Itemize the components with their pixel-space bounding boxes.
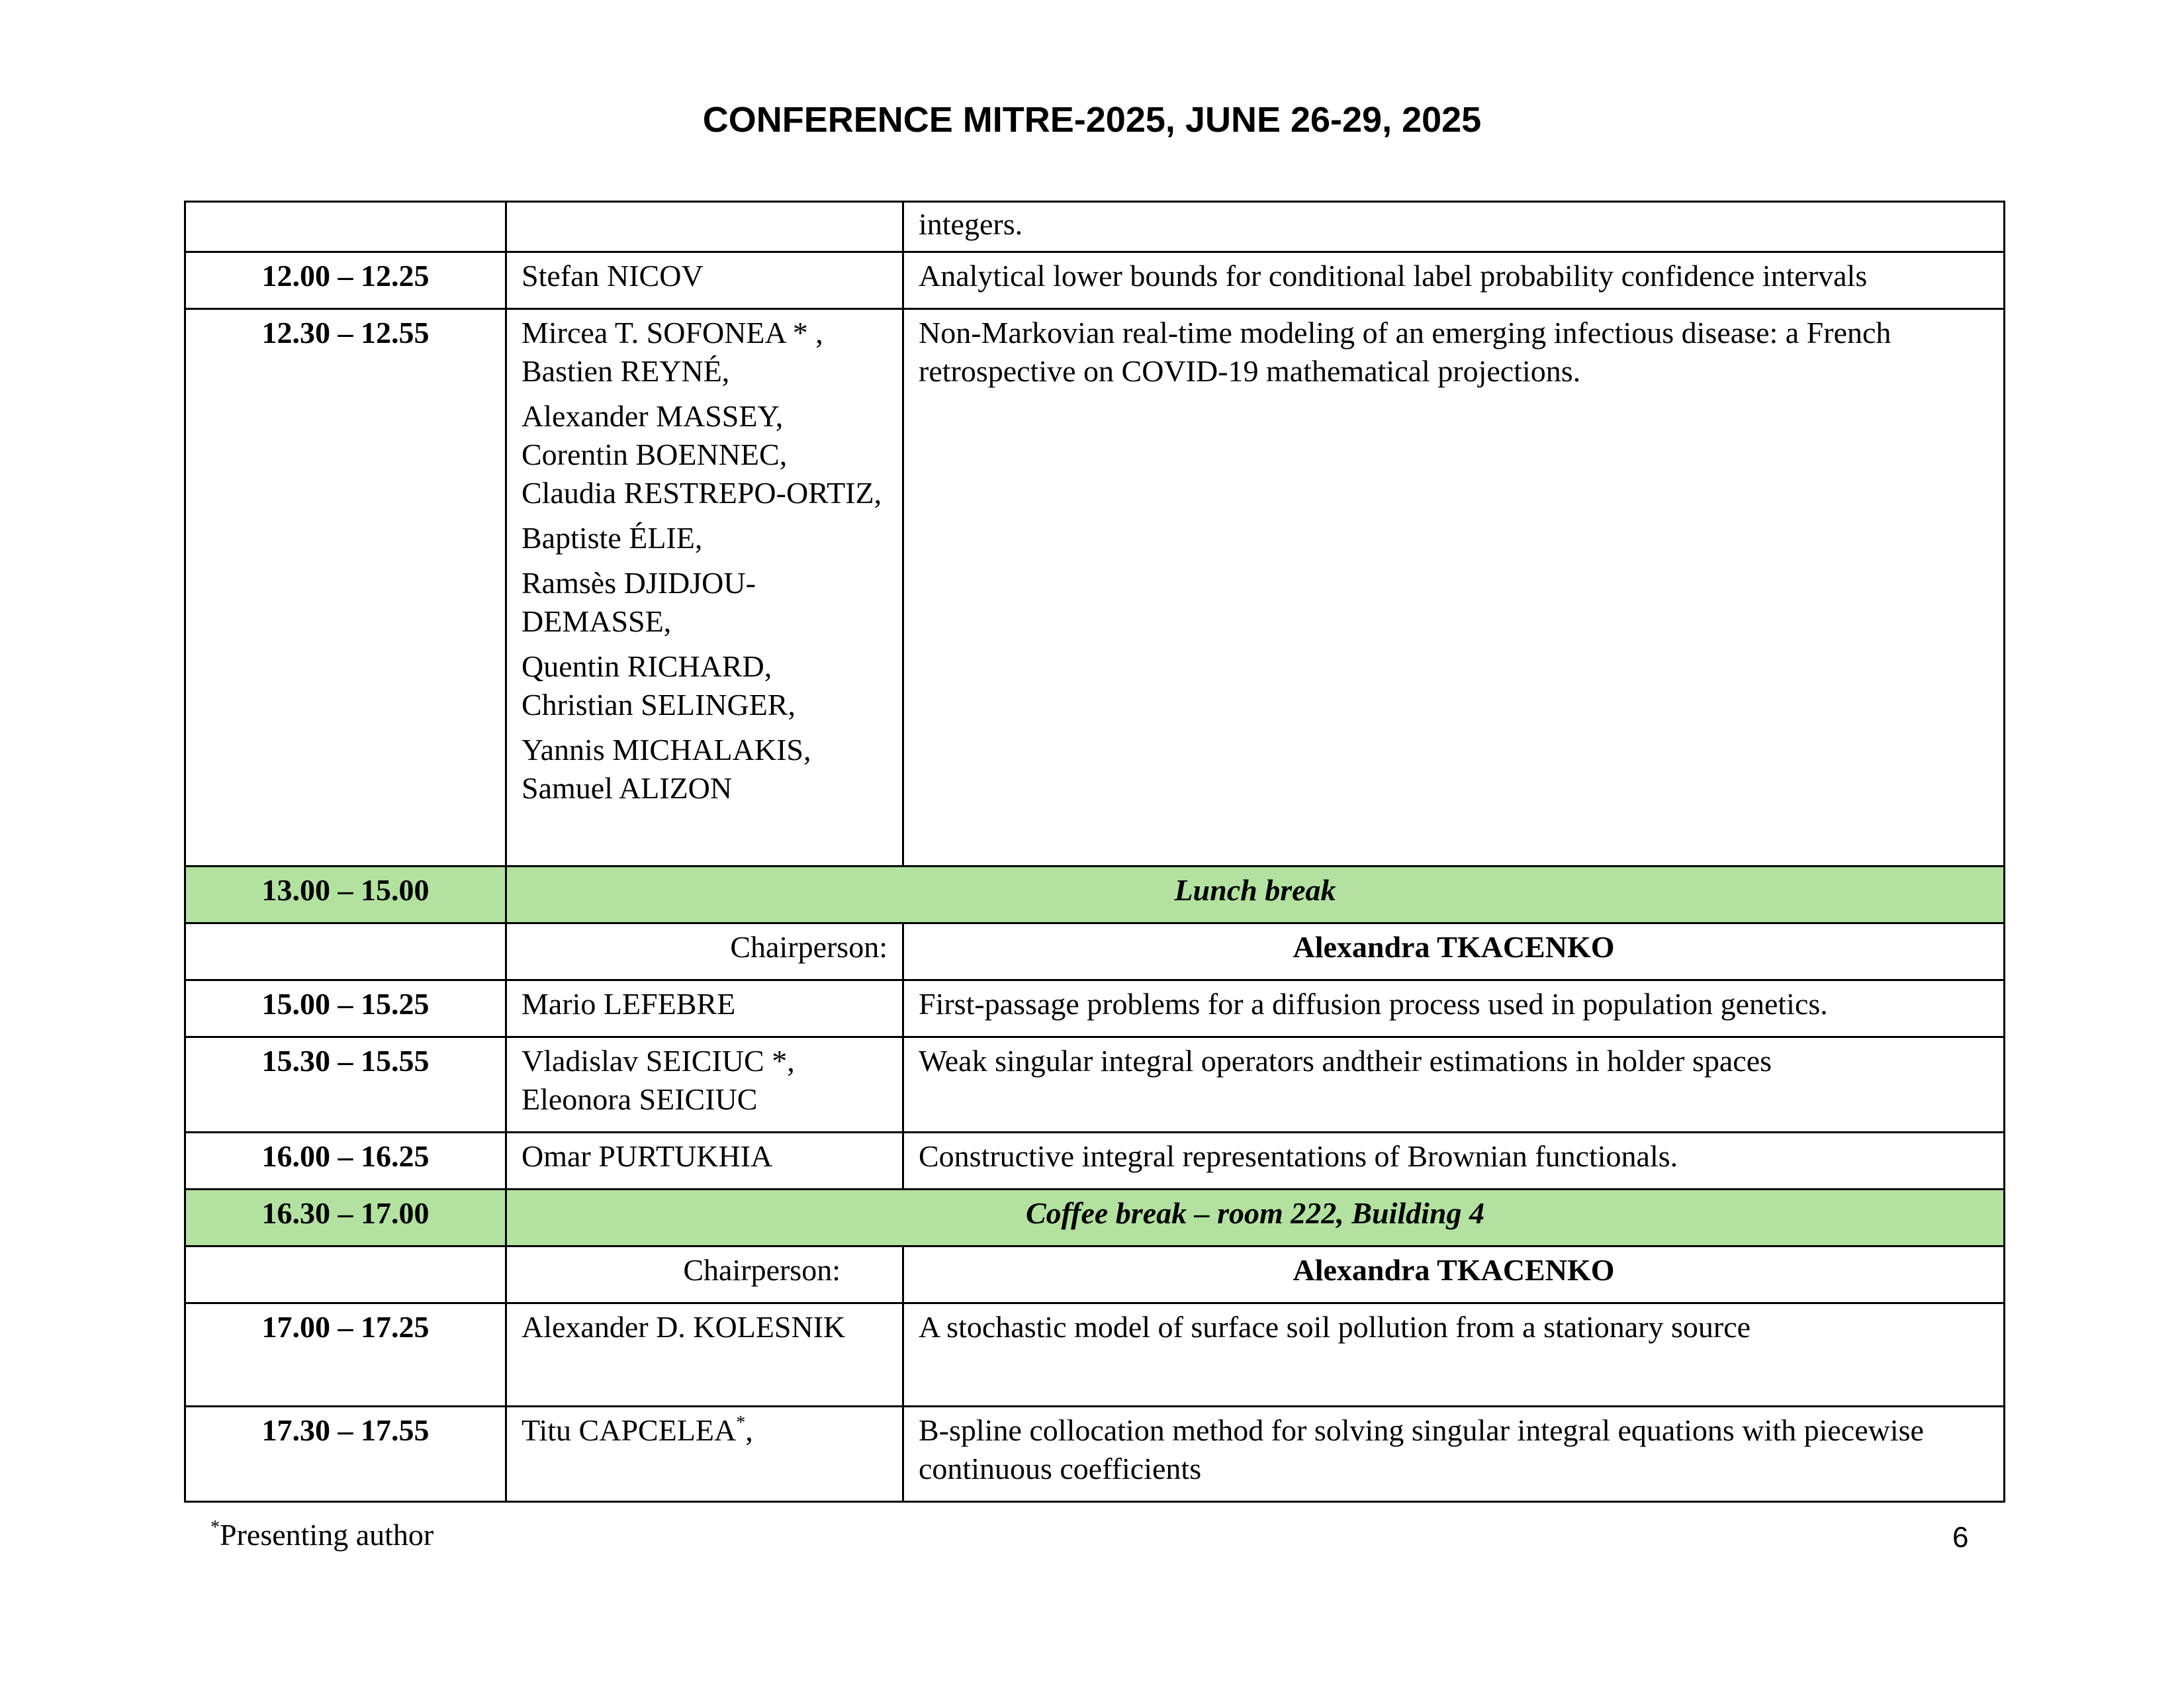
time-cell — [185, 923, 506, 980]
talk-title: Non-Markovian real-time modeling of an emerging infectious disease: a French retrospective on COVID-19 mathematical projections. — [903, 309, 2005, 867]
break-row — [185, 867, 2005, 923]
authors-cell: Stefan NICOV — [506, 252, 903, 309]
break-label: Coffee break – room 222, Building 4 — [506, 1190, 2005, 1246]
time-cell: 15.30 – 15.55 — [185, 1037, 506, 1133]
author-group: Baptiste ÉLIE, — [522, 521, 703, 555]
author-name: Titu CAPCELEA — [522, 1413, 737, 1447]
authors-cell — [506, 309, 903, 867]
author-group: Alexander MASSEY, Corentin BOENNEC, Claudia RESTREPO-ORTIZ, — [522, 399, 882, 510]
table-row — [185, 1303, 2005, 1407]
chair-row — [185, 923, 2005, 980]
authors-cell: Mario LEFEBRE — [506, 980, 903, 1037]
author-separator: , — [745, 1413, 753, 1447]
authors-cell — [506, 202, 903, 252]
table-row — [185, 980, 2005, 1037]
author-group: Quentin RICHARD, Christian SELINGER, — [522, 649, 796, 722]
time-cell: 17.30 – 17.55 — [185, 1407, 506, 1502]
talk-title: A stochastic model of surface soil pollution from a stationary source — [903, 1303, 2005, 1407]
table-row — [185, 252, 2005, 309]
talk-title: Weak singular integral operators andtheir estimations in holder spaces — [903, 1037, 2005, 1133]
talk-title: integers. — [903, 202, 2005, 252]
footnote — [210, 1517, 433, 1552]
table-row — [185, 309, 2005, 867]
footnote-text: Presenting author — [220, 1518, 434, 1552]
authors-cell — [506, 1407, 903, 1502]
author-group: Mircea T. SOFONEA * , Bastien REYNÉ, — [522, 316, 823, 388]
chair-row — [185, 1246, 2005, 1303]
schedule-table — [184, 201, 2005, 1503]
chair-name: Alexandra TKACENKO — [903, 923, 2005, 980]
chair-name: Alexandra TKACENKO — [903, 1246, 2005, 1303]
table-row — [185, 1133, 2005, 1190]
authors-cell: Vladislav SEICIUC *, Eleonora SEICIUC — [506, 1037, 903, 1133]
time-cell: 16.00 – 16.25 — [185, 1133, 506, 1190]
time-cell: 17.00 – 17.25 — [185, 1303, 506, 1407]
talk-title: First-passage problems for a diffusion process used in population genetics. — [903, 980, 2005, 1037]
footnote-mark: * — [210, 1517, 220, 1538]
break-label: Lunch break — [506, 867, 2005, 923]
authors-cell: Omar PURTUKHIA — [506, 1133, 903, 1190]
table-row — [185, 1037, 2005, 1133]
presenting-mark: * — [736, 1413, 746, 1433]
author-group: Ramsès DJIDJOU-DEMASSE, — [522, 566, 756, 638]
time-cell — [185, 202, 506, 252]
time-cell: 12.30 – 12.55 — [185, 309, 506, 867]
table-row — [185, 1407, 2005, 1502]
page-title: CONFERENCE MITRE-2025, JUNE 26-29, 2025 — [702, 100, 1482, 140]
page-number: 6 — [1952, 1521, 1969, 1554]
time-cell: 16.30 – 17.00 — [185, 1190, 506, 1246]
time-cell: 12.00 – 12.25 — [185, 252, 506, 309]
author-group: Yannis MICHALAKIS, Samuel ALIZON — [522, 733, 811, 805]
chair-label: Chairperson: — [506, 1246, 903, 1303]
authors-cell: Alexander D. KOLESNIK — [506, 1303, 903, 1407]
table-row — [185, 202, 2005, 252]
chair-label: Chairperson: — [506, 923, 903, 980]
time-cell: 15.00 – 15.25 — [185, 980, 506, 1037]
time-cell: 13.00 – 15.00 — [185, 867, 506, 923]
talk-title: Constructive integral representations of Brownian functionals. — [903, 1133, 2005, 1190]
talk-title: B-spline collocation method for solving singular integral equations with piecewise continuous coefficients — [903, 1407, 2005, 1502]
talk-title: Analytical lower bounds for conditional label probability confidence intervals — [903, 252, 2005, 309]
time-cell — [185, 1246, 506, 1303]
break-row — [185, 1190, 2005, 1246]
